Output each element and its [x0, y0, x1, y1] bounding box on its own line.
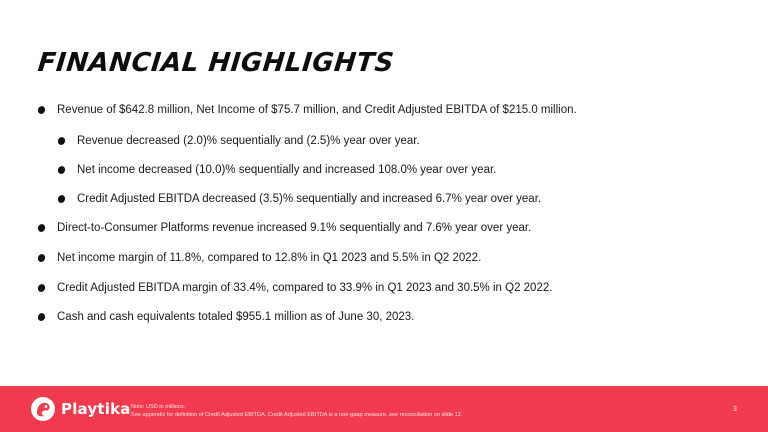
- bullet-item: [38, 222, 531, 234]
- bullet-text: Credit Adjusted EBITDA margin of 33.4%, compared to 33.9% in Q1 2023 and 30.5% in Q2 2022.: [57, 282, 553, 294]
- footnote-line: Note: USD in millions.: [131, 404, 186, 410]
- bullet-text: Net income decreased (10.0)% sequentially and increased 108.0% year over year.: [77, 164, 497, 176]
- slide-title: FINANCIAL HIGHLIGHTS: [36, 48, 396, 78]
- bullet-dot-icon: [37, 283, 47, 293]
- bullet-text: Net income margin of 11.8%, compared to 12.8% in Q1 2023 and 5.5% in Q2 2022.: [57, 252, 482, 264]
- page-number: 3: [733, 406, 737, 413]
- footnote-line: See appendix for definition of Credit Adjusted EBITDA. Credit Adjusted EBITDA is a non-gaap measure, see reconciliation on slide 12.: [131, 412, 463, 418]
- bullet-item: [38, 311, 414, 323]
- footnote: [131, 403, 462, 419]
- footer-bar: [0, 386, 768, 432]
- brand-logo: [30, 396, 131, 422]
- bullet-text: Revenue decreased (2.0)% sequentially and (2.5)% year over year.: [77, 135, 420, 147]
- brand-name: Playtika: [61, 400, 131, 418]
- bullet-item: [38, 252, 481, 264]
- bullet-dot-icon: [37, 312, 47, 322]
- bullet-text: Revenue of $642.8 million, Net Income of $75.7 million, and Credit Adjusted EBITDA of $215.0 million.: [57, 104, 577, 116]
- bullet-dot-icon: [57, 136, 67, 146]
- playtika-logo-icon: [30, 396, 56, 422]
- bullet-dot-icon: [57, 165, 67, 175]
- bullet-dot-icon: [37, 253, 47, 263]
- bullet-text: Credit Adjusted EBITDA decreased (3.5)% sequentially and increased 6.7% year over year.: [77, 193, 542, 205]
- bullet-dot-icon: [37, 223, 47, 233]
- bullet-dot-icon: [37, 105, 47, 115]
- bullet-text: Direct-to-Consumer Platforms revenue increased 9.1% sequentially and 7.6% year over year.: [57, 222, 532, 234]
- bullet-item: [58, 135, 420, 147]
- bullet-dot-icon: [57, 194, 67, 204]
- bullet-text: Cash and cash equivalents totaled $955.1 million as of June 30, 2023.: [57, 311, 415, 323]
- bullet-item: [58, 193, 541, 205]
- bullet-item: [38, 282, 552, 294]
- bullet-item: [38, 104, 577, 116]
- bullet-item: [58, 164, 496, 176]
